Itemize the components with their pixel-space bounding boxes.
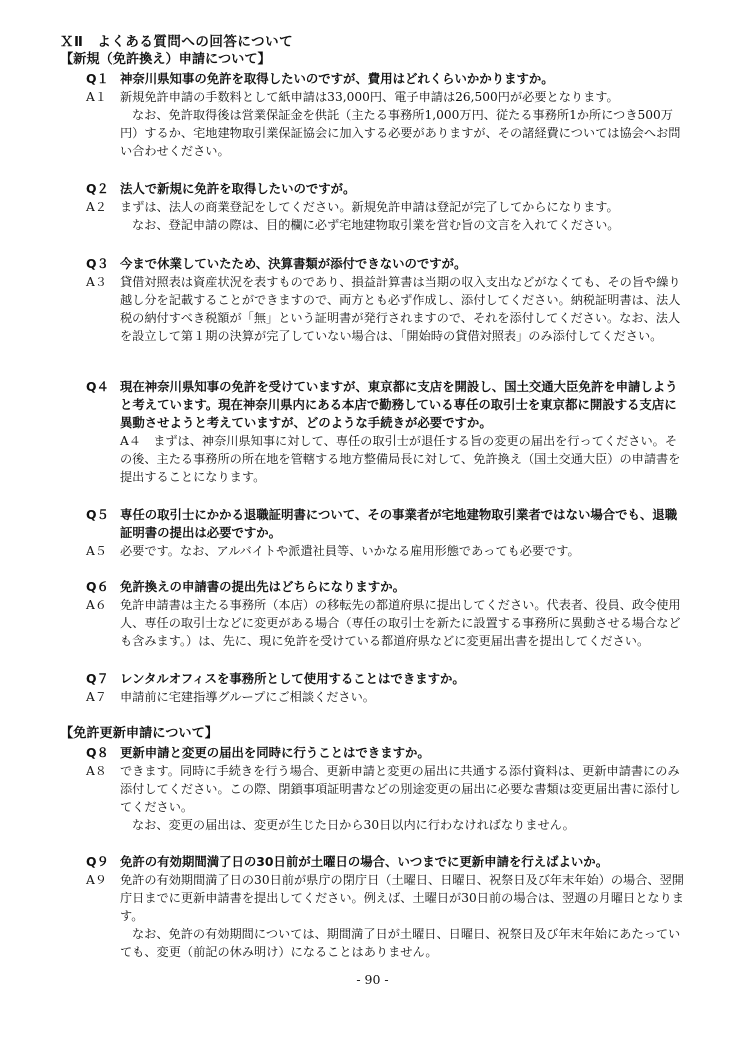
question: Q８ 更新申請と変更の届出を同時に行うことはできますか。 bbox=[86, 745, 430, 760]
section-heading-new: 【新規（免許換え）申請について】 bbox=[60, 52, 271, 67]
qa-item-1 bbox=[86, 70, 686, 160]
qa-item-7 bbox=[86, 670, 686, 706]
answer-note: なお、変更の届出は、変更が生じた日から30日以内に行わなければなりません。 bbox=[132, 818, 575, 832]
question: Q２ 法人で新規に免許を取得したいのですが。 bbox=[86, 181, 356, 196]
qa-item-9 bbox=[86, 853, 686, 961]
answer: A５ 必要です。なお、アルバイトや派遣社員等、いかなる雇用形態であっても必要です。 bbox=[86, 544, 580, 558]
chapter-heading bbox=[60, 30, 293, 50]
qa-item-6 bbox=[86, 578, 686, 650]
question: Q７ レンタルオフィスを事務所として使用することはできますか。 bbox=[86, 671, 465, 686]
question: Q４ 現在神奈川県知事の免許を受けていますが、東京都に支店を開設し、国土交通大臣免許を申請しようと考えています。現在神奈川県内にある本店で勤務している専任の取引士を東京都に開設する支店に異動させようと考えていますが、どのような手続きが必要ですか。 bbox=[86, 379, 678, 430]
question: Q３ 今まで休業していたため、決算書類が添付できないのですが。 bbox=[86, 256, 467, 271]
qa-item-8 bbox=[86, 744, 686, 834]
chapter-title: よくある質問への回答について bbox=[97, 34, 294, 50]
answer: A４ まずは、神奈川県知事に対して、専任の取引士が退任する旨の変更の届出を行ってください。その後、主たる事務所の所在地を管轄する地方整備局長に対して、免許換え（国土交通大臣）の申請書を提出することになります。 bbox=[120, 434, 681, 484]
answer: A８ できます。同時に手続きを行う場合、更新申請と変更の届出に共通する添付資料は、更新申請書にのみ添付してください。この際、閉鎖事項証明書などの別途変更の届出に必要な書類は変更届出書に添付してください。 bbox=[86, 764, 681, 814]
question: Q１ 神奈川県知事の免許を取得したいのですが、費用はどれくらいかかりますか。 bbox=[86, 71, 554, 86]
page-number: - 90 - bbox=[356, 972, 389, 987]
qa-item-4 bbox=[86, 378, 686, 486]
question: Q５ 専任の取引士にかかる退職証明書について、その事業者が宅地建物取引業者ではない場合でも、退職証明書の提出は必要ですか。 bbox=[86, 507, 678, 540]
answer: A７ 申請前に宅建指導グループにご相談ください。 bbox=[86, 690, 375, 704]
qa-item-3 bbox=[86, 255, 686, 345]
answer: A６ 免許申請書は主たる事務所（本店）の移転先の都道府県に提出してください。代表者、役員、政令使用人、専任の取引士などに変更がある場合（専任の取引士を新たに設置する事務所に異動させる場合なども含みます。）は、先に、現に免許を受けている都道府県などに変更届出書を提出してください。 bbox=[86, 598, 681, 648]
answer: A３ 貸借対照表は資産状況を表すものであり、損益計算書は当期の収入支出などがなくても、その旨や繰り越し分を記載することができますので、両方とも必ず作成し、添付してください。納税証明書は、法人税の納付すべき税額が「無」という証明書が発行されますので、それを添付してください。なお、法人を設立して第１期の決算が完了していない場合は、「開始時の貸借対照表」のみ添付してください。 bbox=[86, 275, 681, 343]
section-heading-renewal: 【免許更新申請について】 bbox=[60, 726, 218, 741]
answer-note: なお、免許の有効期間については、期間満了日が土曜日、日曜日、祝祭日及び年末年始にあたっていても、変更（前記の休み明け）になることはありません。 bbox=[120, 927, 681, 959]
qa-item-2 bbox=[86, 180, 686, 234]
answer-note: なお、登記申請の際は、目的欄に必ず宅地建物取引業を営む旨の文言を入れてください。 bbox=[132, 218, 620, 232]
answer: A２ まずは、法人の商業登記をしてください。新規免許申請は登記が完了してからになります。 bbox=[86, 200, 619, 214]
answer: A１ 新規免許申請の手数料として紙申請は33,000円、電子申請は26,500円が必要となります。 bbox=[86, 90, 619, 104]
question: Q６ 免許換えの申請書の提出先はどちらになりますか。 bbox=[86, 579, 405, 594]
qa-item-5 bbox=[86, 506, 686, 560]
answer-note: なお、免許取得後は営業保証金を供託（主たる事務所1,000万円、従たる事務所1か所につき500万円）するか、宅地建物取引業保証協会に加入する必要がありますが、その諸経費については協会へお問い合わせください。 bbox=[120, 108, 681, 158]
answer: A９ 免許の有効期間満了日の30日前が県庁の閉庁日（土曜日、日曜日、祝祭日及び年末年始）の場合、翌開庁日までに更新申請書を提出してください。例えば、土曜日が30日前の場合は、翌週の月曜日となります。 bbox=[86, 873, 684, 923]
question: Q９ 免許の有効期間満了日の30日前が土曜日の場合、いつまでに更新申請を行えばよいか。 bbox=[86, 854, 609, 869]
chapter-number: ＸⅡ bbox=[60, 34, 84, 50]
